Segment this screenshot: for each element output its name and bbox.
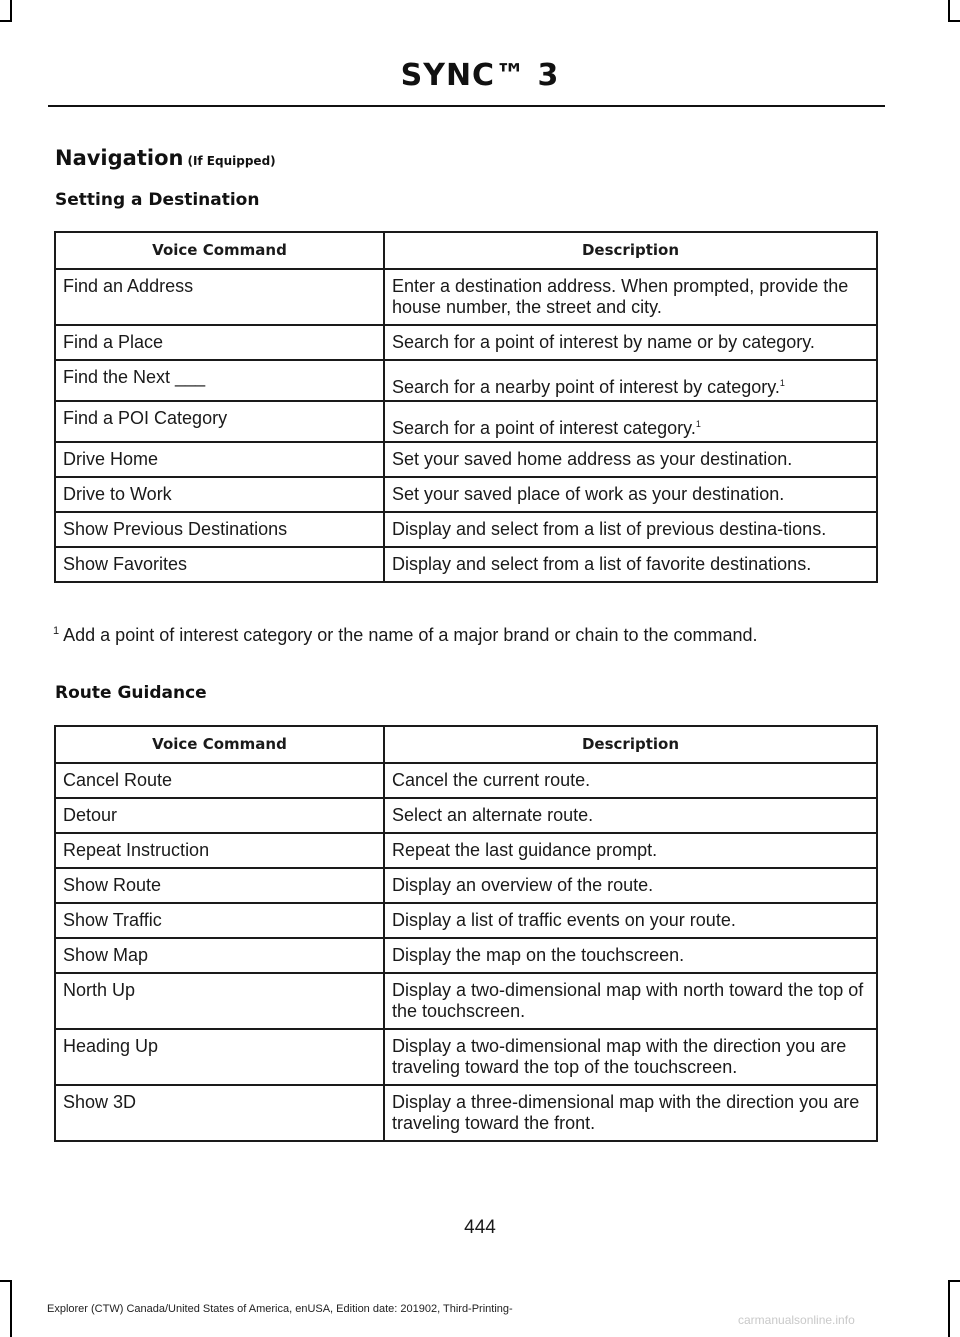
description-cell (384, 833, 877, 868)
table-body (55, 269, 877, 582)
description-text: Search for a nearby point of interest by category. (392, 377, 780, 397)
column-header-voice-command: Voice Command (55, 726, 384, 763)
voice-command-cell: Drive Home (55, 442, 384, 477)
route-guidance-commands-table (54, 725, 878, 1142)
description-text: Display a three-dimensional map with the direction you are traveling toward the front. (392, 1092, 860, 1133)
page-header-title: SYNC™ 3 (400, 58, 560, 93)
table-row (55, 973, 877, 1029)
table-row (55, 1085, 877, 1141)
voice-command-cell: Drive to Work (55, 477, 384, 512)
voice-command-cell: Heading Up (55, 1029, 384, 1085)
description-cell (384, 1029, 877, 1085)
column-header-description: Description (384, 726, 877, 763)
voice-command-cell: Find a POI Category (55, 401, 384, 442)
voice-command-cell: Show Favorites (55, 547, 384, 582)
description-cell (384, 903, 877, 938)
description-cell (384, 360, 877, 401)
description-cell (384, 401, 877, 442)
description-cell (384, 477, 877, 512)
description-text: Select an alternate route. (392, 805, 594, 825)
table-title-route-guidance: Route Guidance (55, 683, 207, 703)
voice-command-cell: Cancel Route (55, 763, 384, 798)
description-cell (384, 763, 877, 798)
footnote-text: Add a point of interest category or the name of a major brand or chain to the command. (63, 625, 758, 645)
description-cell (384, 938, 877, 973)
description-text: Display and select from a list of previous destina-tions. (392, 519, 827, 539)
section-qualifier: (If Equipped) (187, 154, 276, 168)
voice-command-cell: Show Traffic (55, 903, 384, 938)
voice-command-cell: Repeat Instruction (55, 833, 384, 868)
description-cell (384, 798, 877, 833)
description-text: Set your saved place of work as your destination. (392, 484, 785, 504)
description-text: Cancel the current route. (392, 770, 591, 790)
description-text: Display an overview of the route. (392, 875, 654, 895)
description-text: Display the map on the touchscreen. (392, 945, 685, 965)
table-row (55, 547, 877, 582)
table-row (55, 325, 877, 360)
page-number: 444 (464, 1217, 496, 1238)
description-text: Display and select from a list of favorite destinations. (392, 554, 812, 574)
table-body (55, 763, 877, 1141)
crop-mark (10, 1280, 12, 1337)
description-cell (384, 325, 877, 360)
table-row (55, 798, 877, 833)
description-cell (384, 512, 877, 547)
description-cell (384, 973, 877, 1029)
table-row (55, 833, 877, 868)
crop-mark (948, 20, 960, 22)
description-cell (384, 442, 877, 477)
description-text: Search for a point of interest category. (392, 418, 696, 438)
description-text: Display a list of traffic events on your route. (392, 910, 736, 930)
description-cell (384, 547, 877, 582)
crop-mark (948, 0, 950, 22)
voice-command-cell: Show Previous Destinations (55, 512, 384, 547)
watermark: carmanualsonline.info (738, 1313, 855, 1327)
table-row (55, 868, 877, 903)
description-text: Display a two-dimensional map with the direction you are traveling toward the top of the touchscreen. (392, 1036, 847, 1077)
crop-mark (948, 1280, 950, 1337)
footnote-reference: 1 (779, 378, 785, 388)
crop-mark (948, 1280, 960, 1282)
description-text: Set your saved home address as your destination. (392, 449, 793, 469)
footnote-reference: 1 (695, 419, 701, 429)
voice-command-cell: Find the Next ___ (55, 360, 384, 401)
description-text: Repeat the last guidance prompt. (392, 840, 658, 860)
description-cell (384, 868, 877, 903)
section-title (55, 146, 276, 170)
crop-mark (0, 20, 12, 22)
footnote-marker: 1 (53, 625, 60, 637)
crop-mark (10, 0, 12, 22)
description-text: Enter a destination address. When prompted, provide the house number, the street and city. (392, 276, 849, 317)
description-text: Display a two-dimensional map with north toward the top of the touchscreen. (392, 980, 864, 1021)
voice-command-cell: Show Route (55, 868, 384, 903)
section-title-text: Navigation (55, 146, 184, 170)
footnote (53, 625, 758, 646)
table-row (55, 360, 877, 401)
description-cell (384, 269, 877, 325)
table-row (55, 903, 877, 938)
voice-command-cell: Show 3D (55, 1085, 384, 1141)
table-header-row (55, 232, 877, 269)
table-header-row (55, 726, 877, 763)
column-header-description: Description (384, 232, 877, 269)
table-row (55, 512, 877, 547)
header-divider (48, 105, 885, 107)
table-row (55, 401, 877, 442)
voice-command-cell: Detour (55, 798, 384, 833)
description-cell (384, 1085, 877, 1141)
table-row (55, 763, 877, 798)
destination-commands-table (54, 231, 878, 583)
voice-command-cell: Find an Address (55, 269, 384, 325)
description-text: Search for a point of interest by name or by category. (392, 332, 815, 352)
crop-mark (0, 1280, 12, 1282)
voice-command-cell: Find a Place (55, 325, 384, 360)
table-row (55, 1029, 877, 1085)
table-row (55, 269, 877, 325)
voice-command-cell: Show Map (55, 938, 384, 973)
edition-info: Explorer (CTW) Canada/United States of America, enUSA, Edition date: 201902, Third-Printing- (47, 1303, 513, 1315)
voice-command-cell: North Up (55, 973, 384, 1029)
table-row (55, 442, 877, 477)
column-header-voice-command: Voice Command (55, 232, 384, 269)
table-row (55, 938, 877, 973)
table-title-destination: Setting a Destination (55, 190, 260, 210)
table-row (55, 477, 877, 512)
